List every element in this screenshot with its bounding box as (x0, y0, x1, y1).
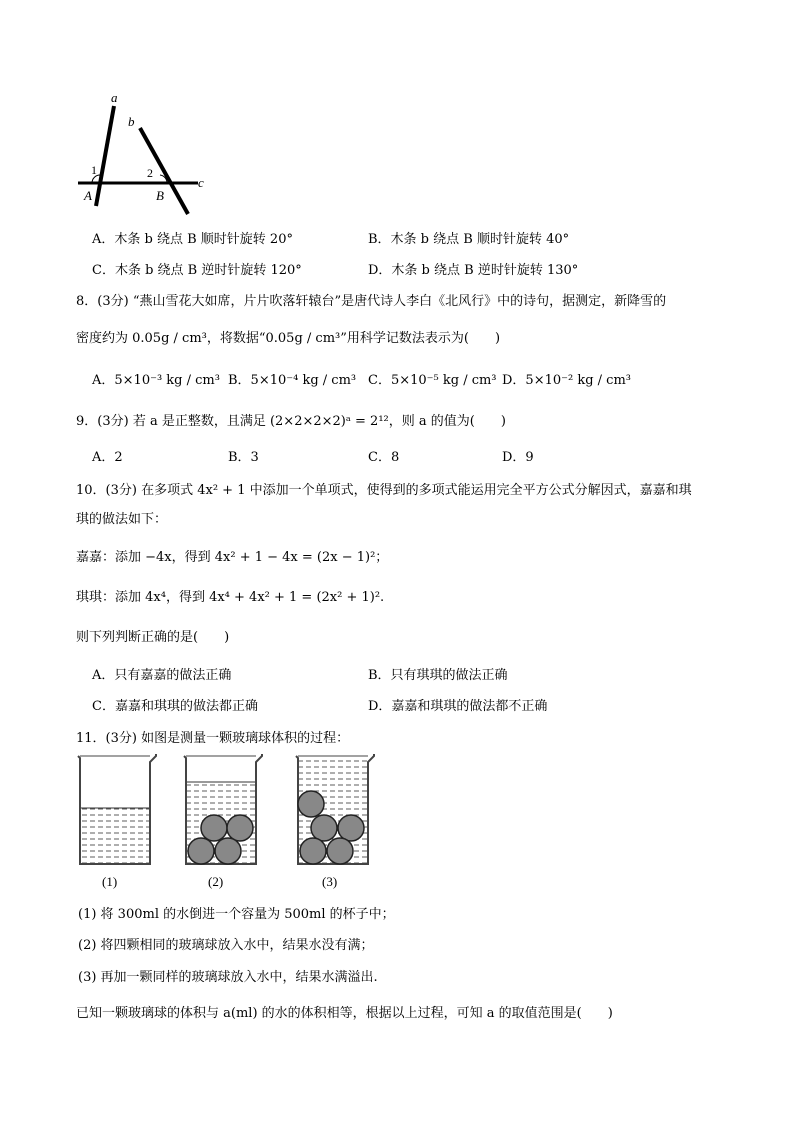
q10-option-b: B．只有琪琪的做法正确 (368, 668, 508, 683)
q9-option-c: C．8 (368, 450, 400, 465)
q9-option-a: A．2 (92, 450, 123, 465)
glass-ball (311, 815, 337, 841)
beaker-1 (78, 754, 156, 864)
q7-option-d: D．木条 b 绕点 B 逆时针旋转 130° (368, 263, 579, 278)
q11-step-3: (3) 再加一颗同样的玻璃球放入水中，结果水满溢出. (78, 970, 378, 985)
q10-jiajia: 嘉嘉：添加 −4x，得到 4x² + 1 − 4x = (2x − 1)²； (76, 550, 389, 565)
glass-ball (300, 838, 326, 864)
q8-line-2: 密度约为 0.05g / cm³，将数据“0.05g / cm³”用科学记数法表示为( ) (76, 331, 501, 346)
q8-option-d: D．5×10⁻² kg / cm³ (502, 373, 631, 388)
q8-option-b: B．5×10⁻⁴ kg / cm³ (228, 373, 357, 388)
q9-line-1: 9．(3分) 若 a 是正整数，且满足 (2×2×2×2)ᵃ = 2¹²，则 a 的值为( ) (76, 414, 506, 429)
q8-option-a: A．5×10⁻³ kg / cm³ (92, 373, 220, 388)
q10-qiqi: 琪琪：添加 4x⁴，得到 4x⁴ + 4x² + 1 = (2x² + 1)². (76, 590, 385, 605)
geometry-figure (70, 88, 220, 218)
label-a: a (111, 90, 118, 105)
beaker-3-label: (3) (322, 874, 338, 889)
label-B: B (156, 188, 164, 203)
q8-option-c: C．5×10⁻⁵ kg / cm³ (368, 373, 497, 388)
glass-ball (327, 838, 353, 864)
line-a (96, 106, 114, 206)
q10-line-2: 琪的做法如下： (76, 512, 168, 527)
beaker-1-label: (1) (102, 874, 118, 889)
q7-option-a: A．木条 b 绕点 B 顺时针旋转 20° (92, 232, 293, 247)
q11-step-1: (1) 将 300ml 的水倒进一个容量为 500ml 的杯子中； (78, 907, 395, 922)
label-2: 2 (147, 166, 153, 180)
q9-option-b: B．3 (228, 450, 259, 465)
beaker-3 (296, 754, 374, 864)
glass-ball (215, 838, 241, 864)
glass-ball (201, 815, 227, 841)
glass-ball (338, 815, 364, 841)
glass-ball (227, 815, 253, 841)
q11-final: 已知一颗玻璃球的体积与 a(ml) 的水的体积相等，根据以上过程，可知 a 的取值范围是( ) (76, 1006, 613, 1021)
glass-ball (188, 838, 214, 864)
label-A: A (84, 188, 92, 203)
q11-step-2: (2) 将四颗相同的玻璃球放入水中，结果水没有满； (78, 938, 374, 953)
q10-option-a: A．只有嘉嘉的做法正确 (92, 668, 232, 683)
label-1: 1 (91, 163, 97, 177)
q7-option-b: B．木条 b 绕点 B 顺时针旋转 40° (368, 232, 570, 247)
q8-line-1: 8．(3分) “燕山雪花大如席，片片吹落轩辕台”是唐代诗人李白《北风行》中的诗句，据测定，新降雪的 (76, 294, 667, 309)
beaker-2-label: (2) (208, 874, 224, 889)
label-b: b (128, 114, 135, 129)
label-c: c (198, 175, 204, 190)
q10-judge: 则下列判断正确的是( ) (76, 630, 230, 645)
beaker-2 (184, 754, 262, 864)
q11-line-1: 11．(3分) 如图是测量一颗玻璃球体积的过程： (76, 731, 350, 746)
q10-option-c: C．嘉嘉和琪琪的做法都正确 (92, 699, 258, 714)
q10-line-1: 10．(3分) 在多项式 4x² + 1 中添加一个单项式，使得到的多项式能运用完全平方公式分解因式，嘉嘉和琪 (76, 483, 692, 498)
q7-option-c: C．木条 b 绕点 B 逆时针旋转 120° (92, 263, 302, 278)
beakers-figure (74, 752, 394, 897)
glass-ball (298, 791, 324, 817)
q10-option-d: D．嘉嘉和琪琪的做法都不正确 (368, 699, 548, 714)
q9-option-d: D．9 (502, 450, 534, 465)
